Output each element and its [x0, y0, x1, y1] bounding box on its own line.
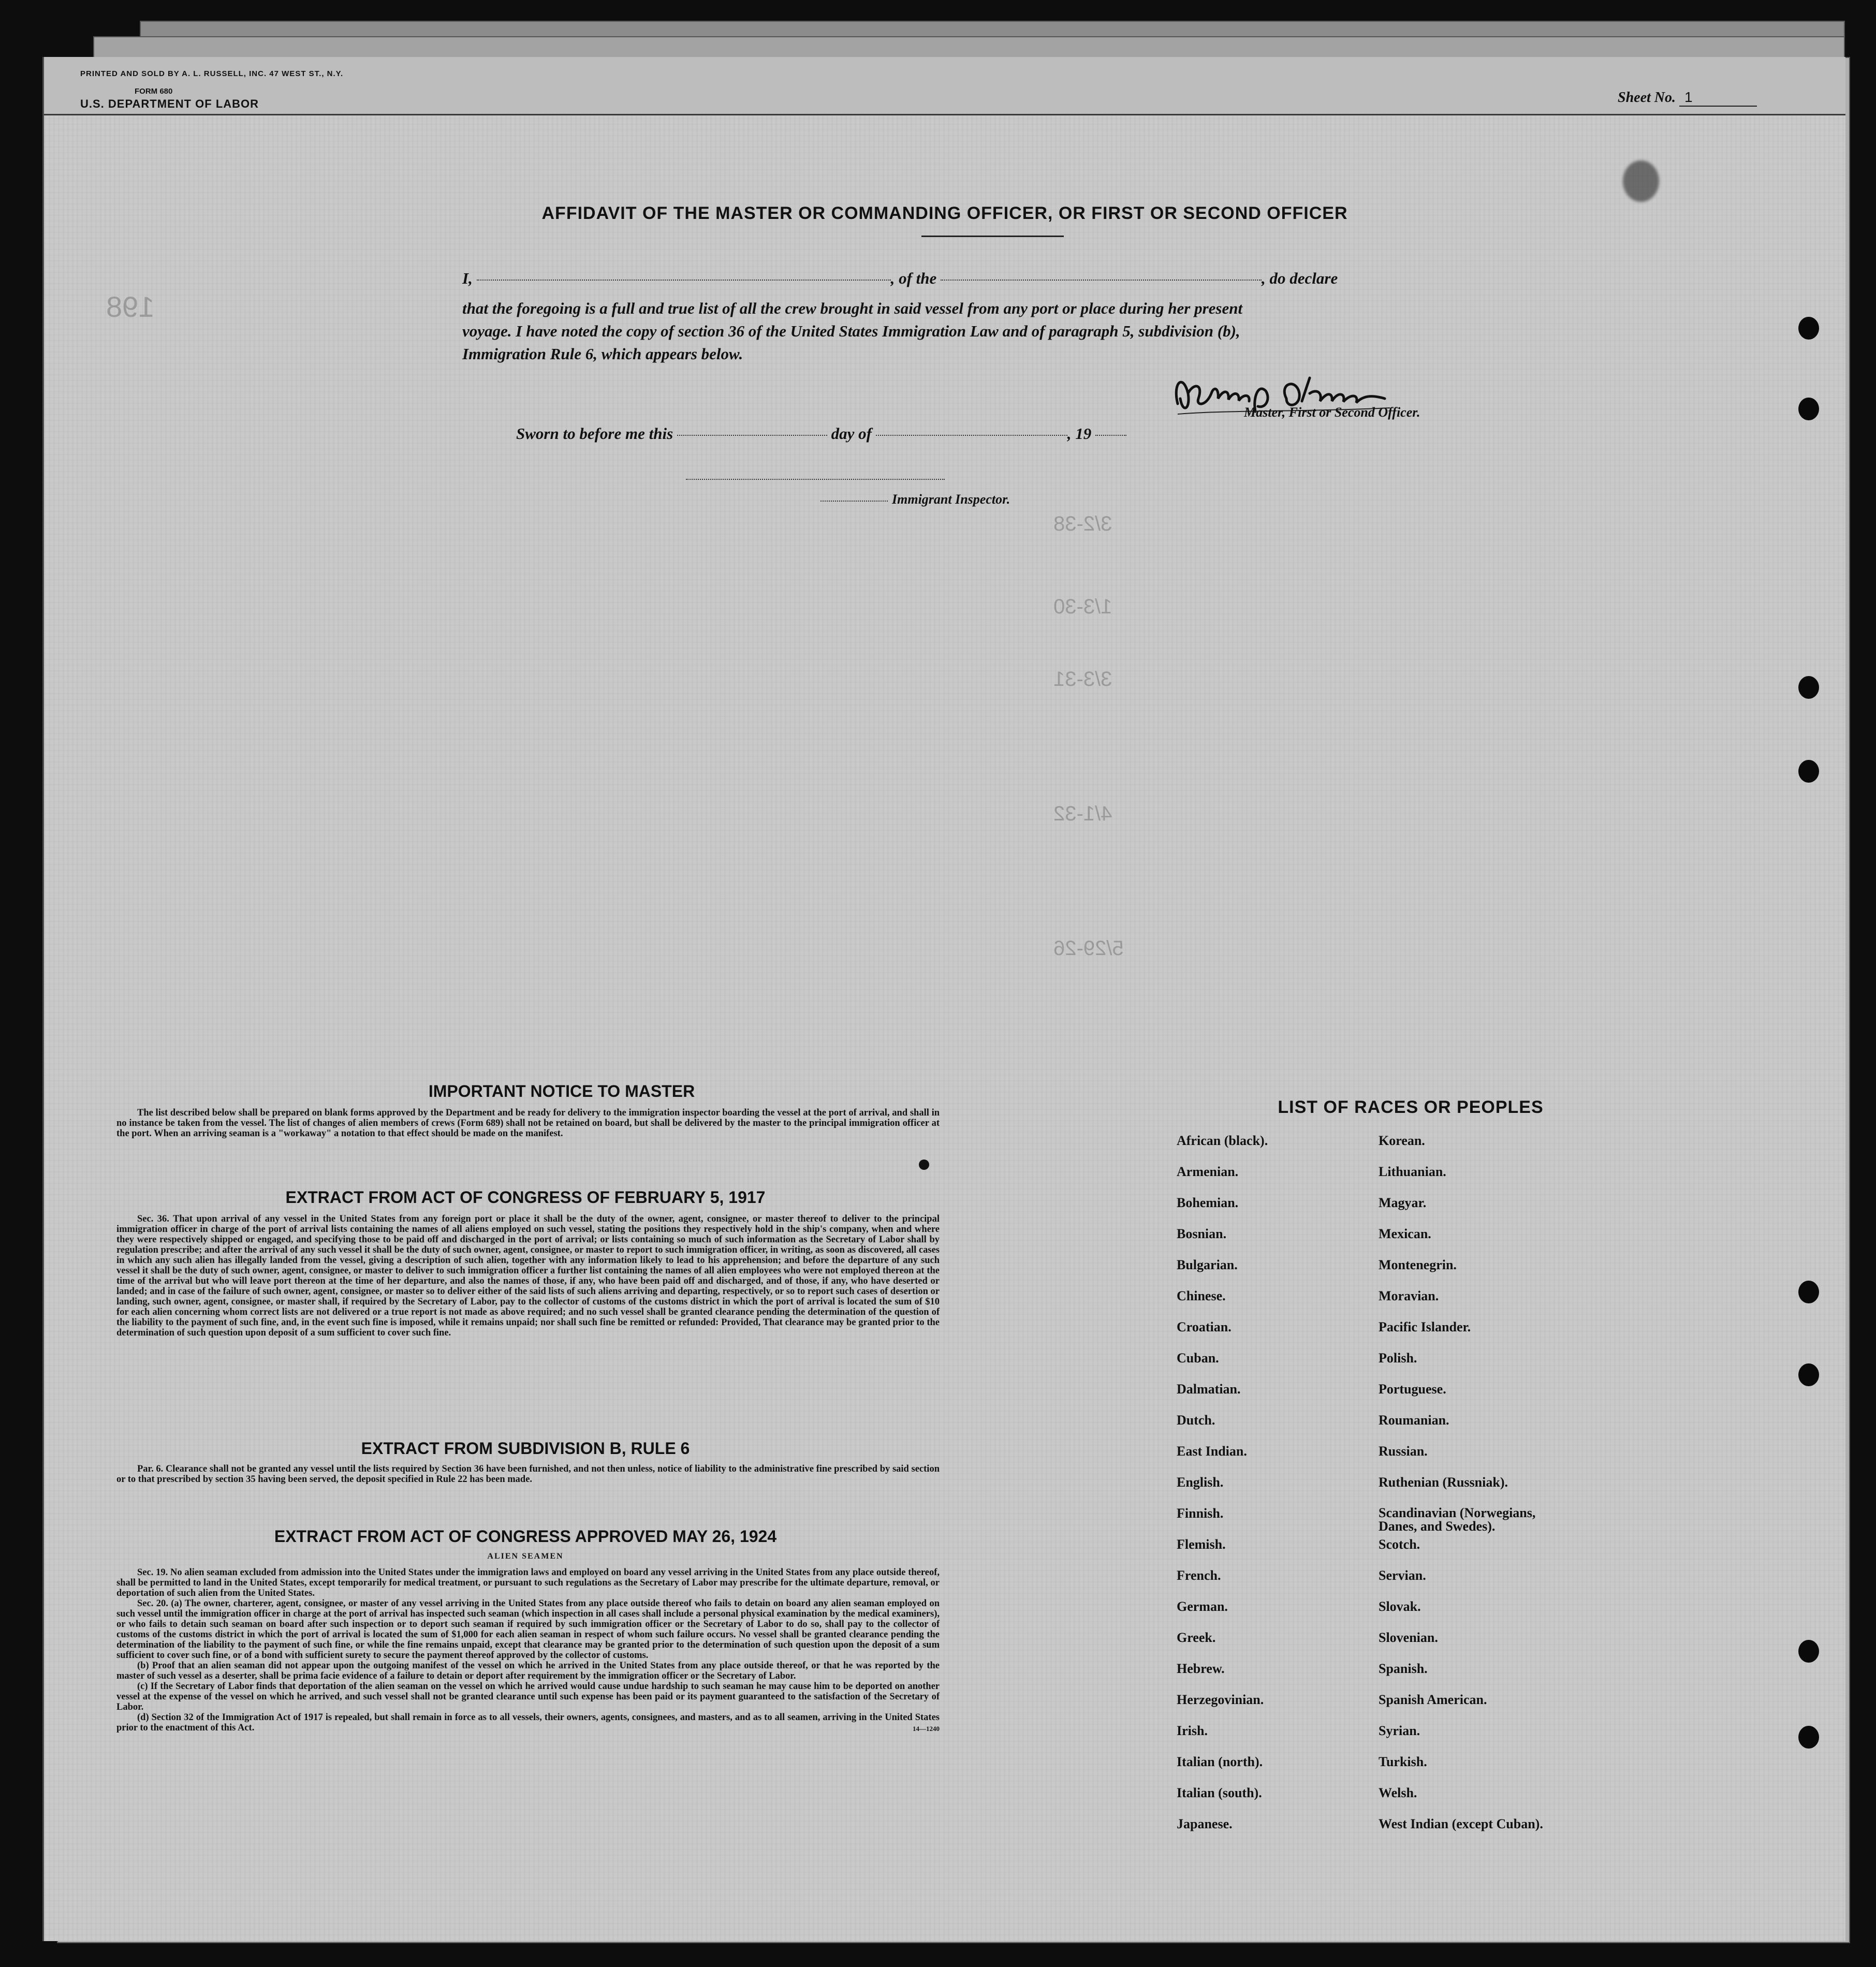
race-item: Ruthenian (Russniak).: [1379, 1475, 1508, 1490]
signature-label: Master, First or Second Officer.: [1244, 405, 1420, 420]
inspector-label-text: Immigrant Inspector.: [892, 492, 1010, 507]
declaration-text: Immigration Rule 6, which appears below.: [462, 345, 743, 363]
declaration-i: I,: [462, 269, 473, 287]
bleed-through-mark: 4/1-32: [1053, 802, 1112, 825]
year-blank[interactable]: [1095, 434, 1126, 436]
binder-hole: [1798, 317, 1819, 340]
binder-hole: [1798, 1726, 1819, 1749]
race-item: African (black).: [1177, 1133, 1268, 1148]
race-item: Finnish.: [1177, 1506, 1224, 1521]
races-left-column: [1177, 1134, 1268, 1848]
race-item: Hebrew.: [1177, 1661, 1225, 1676]
bleed-through-mark: 5/29-26: [1053, 937, 1124, 960]
race-item: Dalmatian.: [1177, 1382, 1241, 1397]
race-item: Welsh.: [1379, 1785, 1417, 1800]
race-item: Turkish.: [1379, 1754, 1427, 1769]
binder-hole: [1798, 1281, 1819, 1303]
race-item: East Indian.: [1177, 1444, 1247, 1459]
declaration-line: [462, 269, 1338, 288]
race-item: Bohemian.: [1177, 1195, 1239, 1210]
day-blank[interactable]: [677, 434, 827, 436]
race-item: Japanese.: [1177, 1816, 1233, 1831]
section-20b-paragraph: (b) Proof that an alien seaman did not appear upon the outgoing manifest of the vessel on which he arrived in the United States from any place outside thereof, or that he was reported by the master of such vessel as a deserter, shall be prima facie evidence of a failure to detain or deport after requirement by the immigration officer or the Secretary of Labor.: [116, 1661, 940, 1681]
binder-hole: [1798, 398, 1819, 420]
section-20d-paragraph: (d) Section 32 of the Immigration Act of 1917 is repealed, but shall remain in force as to all vessels, their owners, agents, consignees, and masters, and as to all seamen, arriving in the United States prior to the enactment of this Act.: [116, 1712, 940, 1733]
extract-1917-title: EXTRACT FROM ACT OF CONGRESS OF FEBRUARY 5, 1917: [285, 1188, 766, 1207]
binder-hole: [1798, 1640, 1819, 1663]
race-item: Mexican.: [1379, 1226, 1431, 1241]
race-item: Herzegovinian.: [1177, 1692, 1264, 1707]
race-item: Armenian.: [1177, 1164, 1239, 1179]
race-item: Pacific Islander.: [1379, 1319, 1471, 1334]
sworn-year: , 19: [1067, 424, 1092, 443]
title-divider: [921, 236, 1064, 237]
notice-paragraph: The list described below shall be prepared on blank forms approved by the Department and be ready for delivery to the immigration inspector boarding the vessel at the port of arrival, and shall in no instance be taken from the vessel. The list of changes of alien members of crews (Form 689) shall not be retained on board, but shall be delivered by the master to the principal immigration officer at the port. When an arriving seaman is a "workaway" a notation to that effect should be made on the manifest.: [116, 1108, 940, 1139]
extract-rule6-title: EXTRACT FROM SUBDIVISION B, RULE 6: [361, 1439, 690, 1458]
race-item: Scotch.: [1379, 1537, 1420, 1552]
form-header: [44, 57, 1845, 115]
race-item: Scandinavian (Norwegians, Danes, and Swedes).: [1379, 1505, 1536, 1534]
bleed-through-mark: 1/3-30: [1053, 595, 1112, 618]
bleed-through-mark: 198: [106, 290, 155, 323]
race-item: English.: [1177, 1475, 1224, 1490]
race-item: Greek.: [1177, 1630, 1216, 1645]
race-item: Cuban.: [1177, 1351, 1219, 1366]
race-item: Slovenian.: [1379, 1630, 1438, 1645]
section-20c-paragraph: (c) If the Secretary of Labor finds that deportation of the alien seaman on the vessel on which he arrived would cause undue hardship to such seaman he may cause him to be deported on another vessel at the expense of the vessel on which he arrived, and such vessel shall not be granted clearance until such expense has been paid or its payment guaranteed to the satisfaction of the Secretary of Labor.: [116, 1681, 940, 1712]
ink-dot: [919, 1159, 929, 1170]
race-item: Polish.: [1379, 1351, 1417, 1366]
binder-hole: [1798, 760, 1819, 783]
race-item: Croatian.: [1177, 1319, 1232, 1334]
notice-body: [116, 1108, 940, 1139]
section-36-paragraph: Sec. 36. That upon arrival of any vessel in the United States from any foreign port or place it shall be the duty of the owner, agent, consignee, or master thereof to deliver to the principal immigration officer in charge of the port of arrival lists containing the names of all aliens employed on such vessel, stating the positions they respectively hold in the ship's company, when and where they were respectively shipped or engaged, and specifying those to be paid off and discharged in the port of arrival; or lists containing so much of such information as the Secretary of Labor shall by regulation prescribe; and after the arrival of any such vessel it shall be the duty of such owner, agent, consignee, or master to report to such immigration officer, in writing, as soon as discovered, all cases in which any such alien has illegally landed from the vessel, giving a description of such alien, together with any information likely to lead to his apprehension; and before the departure of any such vessel it shall be the duty of such owner, agent, consignee, or master to deliver to such immigration officer a further list containing the names of all alien employees who were not employed thereon at the time of the arrival but who will leave port thereon at the time of her departure, and also the names of those, if any, who have been paid off and discharged, and of those, if any, who have deserted or landed; and in case of the failure of such owner, agent, consignee, or master so to deliver either of the said lists of such aliens arriving and departing, respectively, or so to report such cases of desertion or landing, such owner, agent, consignee, or master shall, if required by the Secretary of Labor, pay to the collector of customs of the customs district in which the port of arrival is located the sum of $10 for each alien concerning whom correct lists are not delivered or a true report is not made as above required; and no such vessel shall be granted clearance pending the determination of the question of the liability to the payment of such fine, and, in the event such fine is imposed, while it remains unpaid; nor shall such fine be remitted or refunded: Provided, That clearance may be granted prior to the determination of such question upon deposit of a sum sufficient to cover such fine.: [116, 1214, 940, 1338]
race-item: Servian.: [1379, 1568, 1426, 1583]
race-item: Magyar.: [1379, 1195, 1427, 1210]
affidavit-title: AFFIDAVIT OF THE MASTER OR COMMANDING OFFICER, OR FIRST OR SECOND OFFICER: [541, 203, 1348, 223]
vessel-blank[interactable]: [941, 279, 1262, 281]
race-item: West Indian (except Cuban).: [1379, 1816, 1543, 1831]
sheet-number-value: 1: [1679, 89, 1757, 107]
declaration-do-declare: , do declare: [1262, 269, 1338, 287]
alien-seamen-subtitle: ALIEN SEAMEN: [487, 1552, 564, 1561]
extract-1917-body: [116, 1214, 940, 1338]
sworn-day-of: day of: [831, 424, 872, 443]
race-item: Spanish American.: [1379, 1692, 1487, 1707]
race-item: Spanish.: [1379, 1661, 1428, 1676]
extract-rule6-body: [116, 1464, 940, 1485]
extract-1924-body: [116, 1567, 940, 1734]
race-item: Irish.: [1177, 1723, 1208, 1738]
inspector-signature-blank[interactable]: [686, 479, 945, 480]
race-item: Roumanian.: [1379, 1413, 1449, 1428]
notice-title: IMPORTANT NOTICE TO MASTER: [428, 1082, 695, 1100]
race-item: Dutch.: [1177, 1413, 1215, 1428]
races-right-column: [1379, 1134, 1555, 1848]
races-title: LIST OF RACES OR PEOPLES: [1278, 1097, 1544, 1117]
race-item: Italian (south).: [1177, 1785, 1262, 1800]
form-page: [42, 57, 1845, 1941]
sheet-number-field: [1618, 89, 1757, 107]
binder-hole: [1798, 676, 1819, 699]
declaration-text: voyage. I have noted the copy of section 36 of the United States Immigration Law and of paragraph 5, subdivision (b),: [462, 322, 1240, 340]
department-name: U.S. DEPARTMENT OF LABOR: [80, 97, 259, 110]
race-item: Bulgarian.: [1177, 1257, 1238, 1272]
sheet-number-label: Sheet No.: [1618, 90, 1676, 106]
bleed-through-mark: 3/3-31: [1053, 668, 1112, 691]
bleed-through-mark: 3/2-38: [1053, 512, 1112, 535]
form-code: 14—1240: [913, 1725, 940, 1733]
section-20a-paragraph: Sec. 20. (a) The owner, charterer, agent, consignee, or master of any vessel arriving in the United States from any place outside thereof who fails to detain on board any alien seaman employed on such vessel until the immigration officer in charge at the port of arrival has inspected such seaman (which inspection in all cases shall include a personal physical examination by the medical examiners), or who fails to detain such seaman on board after such inspection or to deport such seaman if required by such immigration officer or the Secretary of Labor to do so, shall pay to the collector of customs of the customs district in which the port of arrival is located the sum of $1,000 for each alien seaman in respect of whom such failure occurs. No vessel shall be granted clearance pending the determination of the liability to the payment of such fine, or while the fine remains unpaid, except that clearance may be granted prior to the determination of such question upon the deposit of a sum sufficient to cover such fine, or of a bond with sufficient surety to secure the payment thereof approved by the collector of customs.: [116, 1598, 940, 1661]
extract-1924-title: EXTRACT FROM ACT OF CONGRESS APPROVED MAY 26, 1924: [274, 1527, 777, 1546]
form-number: FORM 680: [135, 87, 173, 96]
race-item: Flemish.: [1177, 1537, 1226, 1552]
month-blank[interactable]: [876, 434, 1067, 436]
declaration-of-the: , of the: [890, 269, 937, 287]
inspector-leader: [820, 500, 888, 502]
sworn-line: [516, 424, 1126, 443]
race-item: French.: [1177, 1568, 1221, 1583]
race-item: Italian (north).: [1177, 1754, 1263, 1769]
section-19-paragraph: Sec. 19. No alien seaman excluded from admission into the United States under the immigration laws and employed on board any vessel arriving in the United States from any place outside thereof, shall be permitted to land in the United States, except temporarily for medical treatment, or pursuant to such regulations as the Secretary of Labor may prescribe for the ultimate departure, removal, or deportation of such alien from the United States.: [116, 1567, 940, 1598]
race-item: Syrian.: [1379, 1723, 1420, 1738]
race-item: Chinese.: [1177, 1288, 1226, 1303]
inspector-label: [820, 492, 1010, 507]
race-item: Moravian.: [1379, 1288, 1439, 1303]
sworn-text: Sworn to before me this: [516, 424, 673, 443]
binder-hole: [1798, 1363, 1819, 1386]
name-blank[interactable]: [477, 279, 891, 281]
rule6-paragraph: Par. 6. Clearance shall not be granted any vessel until the lists required by Section 36 have been furnished, and not then unless, notice of liability to the administrative fine prescribed by said section or to that prescribed by section 35 having been served, the deposit specified in Rule 22 has been made.: [116, 1464, 940, 1485]
printer-line: PRINTED AND SOLD BY A. L. RUSSELL, INC. 47 WEST ST., N.Y.: [80, 69, 344, 78]
race-item: Korean.: [1379, 1133, 1425, 1148]
race-item: Lithuanian.: [1379, 1164, 1446, 1179]
race-item: Montenegrin.: [1379, 1257, 1457, 1272]
declaration-text: that the foregoing is a full and true list of all the crew brought in said vessel from any port or place during her present: [462, 299, 1243, 317]
race-item: Bosnian.: [1177, 1226, 1227, 1241]
race-item: Portuguese.: [1379, 1382, 1446, 1397]
race-item: Russian.: [1379, 1444, 1428, 1459]
race-item: German.: [1177, 1599, 1228, 1614]
race-item: Slovak.: [1379, 1599, 1421, 1614]
ink-smudge: [1623, 160, 1659, 202]
